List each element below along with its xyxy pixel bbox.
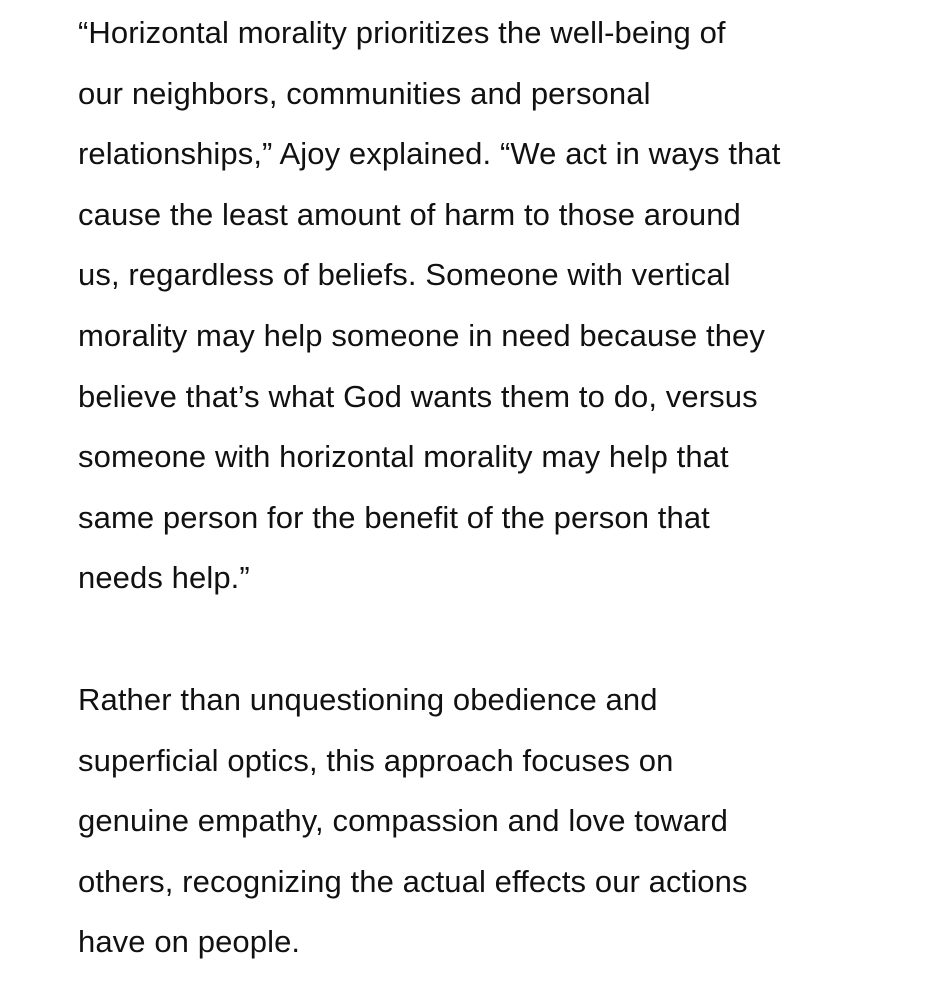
text-line: morality may help someone in need because they	[78, 317, 765, 353]
text-line: cause the least amount of harm to those around	[78, 196, 741, 232]
text-line: have on people.	[78, 924, 301, 960]
article-body	[78, 0, 878, 973]
paragraph-explanation	[78, 670, 878, 973]
text-line: same person for the benefit of the person that	[78, 499, 710, 535]
text-line: needs help.”	[78, 560, 250, 596]
text-line: someone with horizontal morality may help that	[78, 439, 729, 475]
text-line: superficial optics, this approach focuses on	[78, 742, 674, 778]
text-line: genuine empathy, compassion and love toward	[78, 803, 728, 839]
text-line: others, recognizing the actual effects our actions	[78, 863, 748, 899]
text-line: “Horizontal morality prioritizes the well-being of	[78, 15, 726, 50]
text-line: our neighbors, communities and personal	[78, 75, 651, 111]
paragraph-quote	[78, 0, 878, 609]
text-line: Rather than unquestioning obedience and	[78, 681, 658, 717]
text-line: us, regardless of beliefs. Someone with vertical	[78, 257, 731, 293]
text-line: believe that’s what God wants them to do, versus	[78, 378, 758, 414]
text-line: relationships,” Ajoy explained. “We act in ways that	[78, 136, 781, 172]
